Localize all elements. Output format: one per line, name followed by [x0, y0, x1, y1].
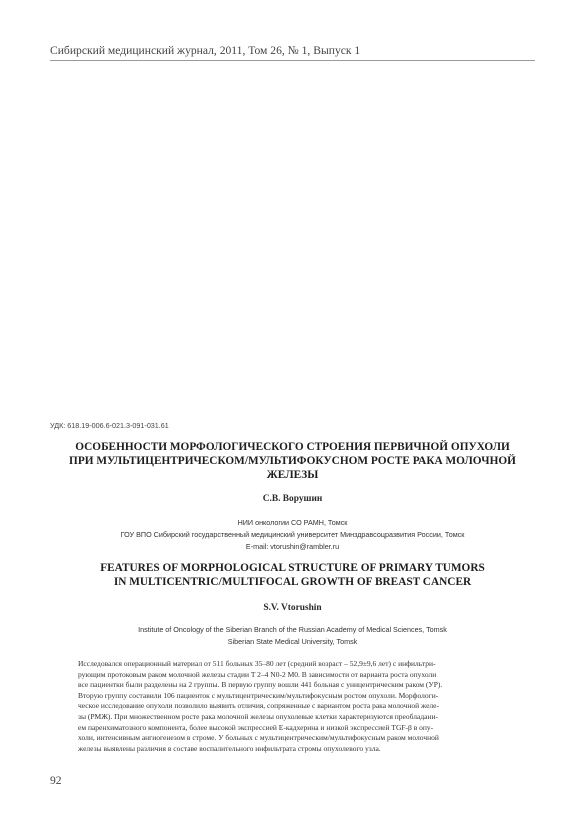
- affiliation-line: Siberian State Medical University, Tomsk: [227, 636, 358, 646]
- abstract-line: рующим протоковым раком молочной железы стадии T 2–4 N0-2 M0. В зависимости от варианта роста опухоли: [78, 669, 437, 679]
- english-author: S.V. Vtorushin: [263, 603, 322, 613]
- udk-code: УДК: 618.19-006.6-021.3-091-031.61: [50, 421, 169, 430]
- abstract-line: холи, интенсивным ангиогенезом в строме. У больных с мультицентрическим/мультифокусным раком молочной: [78, 733, 439, 743]
- english-title: [50, 561, 535, 589]
- russian-title-line: ПРИ МУЛЬТИЦЕНТРИЧЕСКОМ/МУЛЬТИФОКУСНОМ РОСТЕ РАКА МОЛОЧНОЙ: [69, 455, 516, 467]
- abstract-line: Исследовался операционный материал от 511 больных 35–80 лет (средний возраст – 52,9±9,6 лет) с инфильтри-: [78, 659, 436, 668]
- russian-title-line: ЖЕЛЕЗЫ: [266, 469, 319, 481]
- abstract-line: все пациентки были разделены на 2 группы. В первую группу вошли 441 больная с уницентрическим раком (УР).: [78, 680, 443, 690]
- abstract-line: железы выявлены различия в составе воспалительного инфильтрата стромы опухолевого узла.: [78, 743, 381, 753]
- abstract-line: Вторую группу составили 106 пациенток с мультицентрическим/мультифокусным ростом опухоли. Морфологи-: [78, 690, 439, 700]
- journal-header: Сибирский медицинский журнал, 2011, Том 26, № 1, Выпуск 1: [50, 44, 361, 57]
- english-title-line: FEATURES OF MORPHOLOGICAL STRUCTURE OF PRIMARY TUMORS: [100, 562, 485, 574]
- abstract-line: ем паренхиматозного компонента, более высокой экспрессией E-кадхерина и низкой экспрессией TGF-β в опу-: [78, 722, 434, 732]
- russian-affiliation: [50, 517, 535, 552]
- russian-title-line: ОСОБЕННОСТИ МОРФОЛОГИЧЕСКОГО СТРОЕНИЯ ПЕРВИЧНОЙ ОПУХОЛИ: [75, 441, 510, 453]
- affiliation-line: ГОУ ВПО Сибирский государственный медицинский университет Минздравсоцразвития России, Томск: [120, 529, 465, 539]
- abstract: [78, 659, 510, 754]
- russian-author: С.В. Ворушин: [262, 494, 323, 504]
- russian-title: [50, 440, 535, 482]
- affiliation-line: НИИ онкологии СО РАМН, Томск: [237, 518, 348, 527]
- header-rule: [50, 60, 535, 61]
- english-title-line: IN MULTICENTRIC/MULTIFOCAL GROWTH OF BREAST CANCER: [113, 576, 472, 588]
- abstract-line: ческое исследование опухоли позволило выявить отличия, сопряженные с вариантом роста рака молочной желе-: [78, 701, 439, 711]
- abstract-line: зы (РМЖ). При множественном росте рака молочной железы опухолевые клетки характеризуются преобладани-: [78, 711, 439, 721]
- affiliation-line: Institute of Oncology of the Siberian Branch of the Russian Academy of Medical Sciences, Tomsk: [138, 625, 447, 634]
- english-affiliation: [50, 624, 535, 648]
- page-number: 92: [50, 774, 62, 787]
- author-email[interactable]: E-mail: vtorushin@rambler.ru: [245, 541, 340, 551]
